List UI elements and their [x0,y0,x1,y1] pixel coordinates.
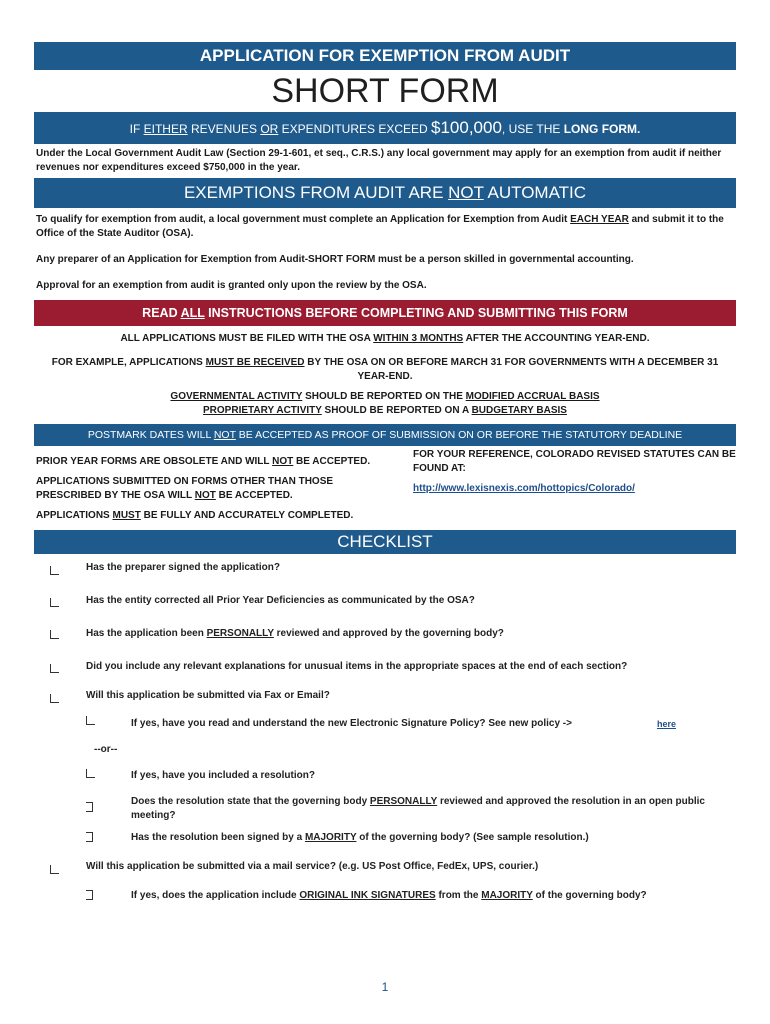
obsolete-forms-note: PRIOR YEAR FORMS ARE OBSOLETE AND WILL NOT BE ACCEPTED. [36,456,371,467]
proprietary-activity-text: PROPRIETARY ACTIVITY SHOULD BE REPORTED ON A BUDGETARY BASIS [203,405,567,416]
or-separator: --or-- [94,744,118,755]
postmark-bar: POSTMARK DATES WILL NOT BE ACCEPTED AS PROOF OF SUBMISSION ON OR BEFORE THE STATUTORY DEADLINE [34,424,736,446]
read-instructions-bar: READ ALL INSTRUCTIONS BEFORE COMPLETING AND SUBMITTING THIS FORM [34,300,736,326]
checkbox-mail-service[interactable] [50,865,59,874]
checkbox-resolution-included[interactable] [86,769,95,778]
statutes-link[interactable]: http://www.lexisnexis.com/hottopics/Colorado/ [413,483,635,494]
checkbox-resolution-majority[interactable] [86,832,93,842]
checkbox-personally-reviewed[interactable] [50,630,59,639]
qualify-text: To qualify for exemption from audit, a local government must complete an Application for Exemption from Audit EACH YEAR and submit it to the Office of the State Auditor (OSA). [36,214,724,239]
checkbox-original-ink-signatures[interactable] [86,890,93,900]
not-automatic-bar: EXEMPTIONS FROM AUDIT ARE NOT AUTOMATIC [34,178,736,208]
threshold-amount: $100,000 [431,118,502,137]
policy-here-link[interactable]: here [657,719,677,729]
page-number: 1 [381,980,389,994]
intro-text: Under the Local Government Audit Law (Section 29-1-601, et seq., C.R.S.) any local government may apply for an exemption from audit if neither revenues nor expenditures exceed $750,000 in the year. [36,148,722,173]
form-title-bar [34,42,736,70]
filing-example-text: FOR EXAMPLE, APPLICATIONS MUST BE RECEIVED BY THE OSA ON OR BEFORE MARCH 31 FOR GOVERNMENTS WITH A DECEMBER 31 YEAR-END. [51,357,719,382]
other-forms-note: APPLICATIONS SUBMITTED ON FORMS OTHER THAN THOSE PRESCRIBED BY THE OSA WILL NOT BE ACCEPTED. [36,476,334,501]
checklist-title: CHECKLIST [337,532,433,551]
governmental-activity-text: GOVERNMENTAL ACTIVITY SHOULD BE REPORTED ON THE MODIFIED ACCRUAL BASIS [170,391,600,402]
checklist-q5d: Has the resolution been signed by a MAJORITY of the governing body? (See sample resolution.) [131,832,589,843]
checklist-q3: Has the application been PERSONALLY reviewed and approved by the governing body? [86,628,504,639]
checkbox-relevant-explanations[interactable] [50,664,59,673]
checkbox-electronic-signature-policy[interactable] [86,716,95,725]
checklist-q5a: If yes, have you read and understand the new Electronic Signature Policy? See new policy -> [131,718,572,729]
checklist-q5: Will this application be submitted via Fax or Email? [86,690,330,701]
checklist-q2: Has the entity corrected all Prior Year Deficiencies as communicated by the OSA? [86,595,475,606]
checkbox-resolution-open-meeting[interactable] [86,802,93,812]
checkbox-preparer-signed[interactable] [50,566,59,575]
checklist-q5b: If yes, have you included a resolution? [131,770,315,781]
checklist-q1: Has the preparer signed the application? [86,562,280,573]
form-title: APPLICATION FOR EXEMPTION FROM AUDIT [199,46,571,65]
approval-text: Approval for an exemption from audit is granted only upon the review by the OSA. [36,280,427,291]
completed-note: APPLICATIONS MUST BE FULLY AND ACCURATELY COMPLETED. [36,510,354,521]
long-form-bar: IF EITHER REVENUES OR EXPENDITURES EXCEED $100,000, USE THE LONG FORM. [34,112,736,144]
checklist-q5c: Does the resolution state that the governing body PERSONALLY reviewed and approved the resolution in an open public meeting? [131,796,705,821]
form-subtitle: SHORT FORM [271,72,499,110]
checklist-q6: Will this application be submitted via a mail service? (e.g. US Post Office, FedEx, UPS, courier.) [86,861,539,872]
checklist-bar [34,530,736,554]
checkbox-prior-year-deficiencies[interactable] [50,598,59,607]
checklist-q4: Did you include any relevant explanations for unusual items in the appropriate spaces at the end of each section? [86,661,628,672]
filing-deadline-text: ALL APPLICATIONS MUST BE FILED WITH THE OSA WITHIN 3 MONTHS AFTER THE ACCOUNTING YEAR-END. [120,333,650,344]
statutes-reference-note: FOR YOUR REFERENCE, COLORADO REVISED STATUTES CAN BE FOUND AT: [413,449,736,474]
checklist-q6a: If yes, does the application include ORIGINAL INK SIGNATURES from the MAJORITY of the governing body? [131,890,647,901]
preparer-text: Any preparer of an Application for Exemption from Audit-SHORT FORM must be a person skilled in governmental accounting. [36,254,634,265]
checkbox-fax-or-email[interactable] [50,694,59,703]
